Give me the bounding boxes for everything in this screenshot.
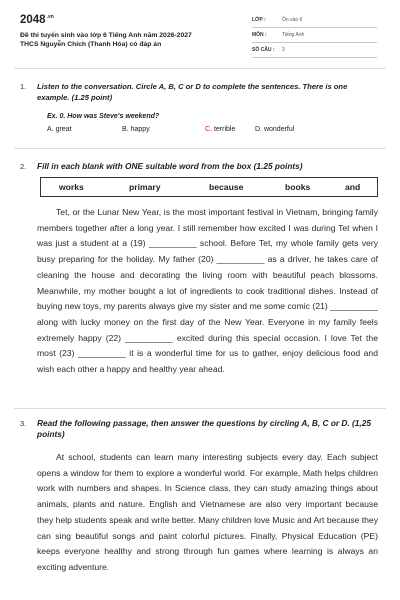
question-count-field <box>252 43 377 58</box>
logo-text: 2048 <box>20 14 46 26</box>
question-2-number: 2. <box>20 162 27 171</box>
option-c-text: terrible <box>213 126 236 133</box>
class-field <box>252 13 377 28</box>
exam-title-line-1: Đề thi tuyển sinh vào lớp 6 Tiếng Anh năm 2026-2027 <box>20 32 192 39</box>
class-label: LỚP : <box>252 17 266 23</box>
option-b-text: happy <box>130 126 150 133</box>
site-logo[interactable] <box>20 14 54 26</box>
question-3-passage-text: At school, students can learn many interesting subjects every day. Each subject opens a window for them to explore a wonderful world. For example, Math helps children work with numbers and shapes. In Science class, they can study amazing things about animals, plants and nature. English and Vietnamese are also very important because they help students speak and write better. Many children love Music and Art because they can sing beautiful songs and paint colorful pictures. Finally, Physical Education (PE) keeps everyone healthy and strong through fun games where learning is always an exciting adventure. <box>37 452 378 572</box>
option-d-letter: D. <box>255 126 262 133</box>
question-count-label: SỐ CÂU : <box>252 47 275 53</box>
option-c-letter: C. <box>205 126 212 133</box>
subject-field <box>252 28 377 43</box>
option-d[interactable] <box>255 126 294 133</box>
question-2-instruction: Fill in each blank with ONE suitable word from the box (1.25 points) <box>37 161 303 171</box>
option-a-letter: A. <box>47 126 54 133</box>
document-header <box>0 0 400 62</box>
option-a[interactable] <box>47 126 72 133</box>
question-1-instruction: Listen to the conversation. Circle A, B, C or D to complete the sentences. There is one example. (1.25 point) <box>37 82 348 102</box>
option-b[interactable] <box>122 126 150 133</box>
word-box-item: books <box>285 182 311 192</box>
question-1-example: Ex. 0. How was Steve's weekend? <box>47 113 160 120</box>
question-1-number: 1. <box>20 82 27 91</box>
question-2-passage-text: Tet, or the Lunar New Year, is the most important festival in Vietnam, bringing family members together after a long year. I still remember how excited I was during Tet when I was just a student at a (19) __________ school. Before Tet, my whole family gets very busy preparing for the holiday. My father (20) __________ as a driver, he takes care of cleaning the house and decorating the living room with beautiful peach blossoms. Meanwhile, my mother bought a lot of ingredients to cook traditional dishes. Instead of buying new toys, my parents always give my sister and me some comic (21) __________ along with lucky money on the first day of the New Year. Everyone in my family feels extremely happy (22) __________ excited during this special occasion. I love Tet the most (23) __________ it is a wonderful time for us to gather, enjoy delicious food and wish each other a happy and healthy year ahead. <box>37 207 378 375</box>
question-2-passage <box>37 205 378 378</box>
exam-title-line-2: THCS Nguyễn Chích (Thanh Hóa) có đáp án <box>20 41 162 48</box>
class-value: Ôn vào 6 <box>282 17 303 23</box>
subject-label: MÔN : <box>252 32 267 38</box>
word-box-item: and <box>345 182 361 192</box>
section-divider-1 <box>14 148 386 149</box>
logo-suffix: .vn <box>46 14 54 21</box>
subject-value: Tiếng Anh <box>282 32 305 38</box>
option-a-text: great <box>55 126 72 133</box>
word-box-item: because <box>209 182 244 192</box>
option-b-letter: B. <box>122 126 129 133</box>
word-box <box>40 177 378 197</box>
question-3-passage <box>37 450 378 576</box>
word-box-item: works <box>59 182 84 192</box>
question-3-instruction: Read the following passage, then answer the questions by circling A, B, C or D. (1,25 points) <box>37 418 371 439</box>
option-c[interactable] <box>205 126 235 133</box>
exam-title <box>20 31 250 49</box>
option-d-text: wonderful <box>263 126 295 133</box>
section-divider-2 <box>14 408 386 409</box>
header-divider <box>14 68 386 69</box>
word-box-item: primary <box>129 182 161 192</box>
question-3-number: 3. <box>20 419 27 428</box>
question-count-value: 3 <box>282 47 285 53</box>
